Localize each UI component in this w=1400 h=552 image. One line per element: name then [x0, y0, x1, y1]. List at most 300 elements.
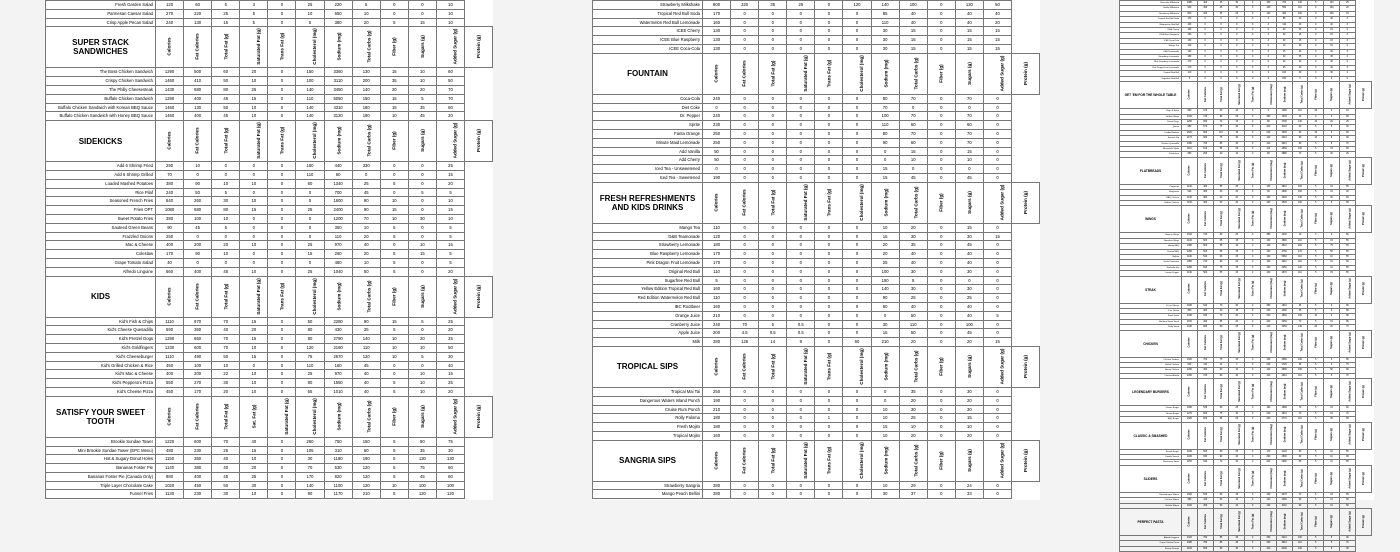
nutrient-value: 15 [955, 147, 983, 156]
nutrient-value: 15 [240, 317, 268, 326]
column-header-label: Trans Fat (g) [1251, 427, 1255, 443]
nutrient-value: 30 [1292, 49, 1308, 54]
nutrient-value: 130 [352, 481, 380, 490]
column-header-label: Saturated Fat (g) [803, 184, 809, 221]
nutrient-value: 10 [899, 423, 927, 432]
nutrient-value: 510 [1197, 146, 1213, 151]
nutrient-value: 0 [759, 258, 787, 267]
nutrient-value: 0 [703, 103, 731, 112]
column-header-label: Sodium (mg) [1283, 470, 1287, 486]
nutrient-value: 75 [1213, 125, 1229, 130]
nutrient-value: 45 [352, 361, 380, 370]
nutrient-value: 0 [1197, 44, 1213, 49]
table-row [593, 44, 1040, 53]
nutrient-value: 0 [759, 18, 787, 27]
column-header [1260, 379, 1276, 406]
nutrient-value: 1290 [156, 94, 184, 103]
item-name: Sugarfree Red Bull [593, 276, 703, 285]
item-name: Chicken Quesadilla [1120, 141, 1182, 146]
nutrient-value: 70 [731, 320, 759, 329]
nutrient-value: 10 [436, 214, 464, 223]
nutrient-value: 130 [1260, 238, 1276, 243]
nutrient-value: 0 [927, 121, 955, 130]
column-header [1213, 465, 1229, 492]
column-header [240, 276, 268, 317]
nutrient-value: 10 [380, 112, 408, 121]
nutrient-value: 5 [1324, 200, 1340, 205]
column-header-label: Fiber (g) [391, 37, 397, 57]
nutrient-value: 0 [212, 258, 240, 267]
column-header [1182, 157, 1198, 184]
nutrient-value: 5 [1308, 303, 1324, 308]
nutrient-value: 0 [787, 232, 815, 241]
item-name: Philly Steak [1120, 325, 1182, 330]
nutrient-value: 20 [1229, 190, 1245, 195]
column-header [1245, 276, 1261, 303]
item-name: Fanta Orange [593, 129, 703, 138]
column-header-label: Trans Fat (g) [1251, 281, 1255, 297]
column-header [731, 182, 759, 223]
nutrient-value: 0 [1308, 76, 1324, 81]
nutrient-value: 70 [1339, 325, 1355, 330]
nutrient-value: 60 [352, 446, 380, 455]
nutrient-value: 0 [983, 94, 1011, 103]
column-header-label: Saturated Fat (g) [1238, 381, 1242, 402]
nutrient-value: 800 [703, 1, 731, 10]
column-header [1012, 182, 1040, 223]
column-header-label: Sugars (g) [1330, 428, 1334, 442]
item-name: Triple Layer Chocolate Cake [46, 481, 156, 490]
column-header [731, 53, 759, 94]
nutrient-value: 5 [983, 311, 1011, 320]
nutrient-value: 0 [927, 9, 955, 18]
nutrient-value: 0 [1213, 22, 1229, 27]
nutrient-value: 0 [927, 329, 955, 338]
nutrient-value: 110 [1197, 363, 1213, 368]
column-header-label: Fiber (g) [1314, 472, 1318, 484]
nutrient-value: 3110 [1276, 503, 1292, 508]
column-header-label: Trans Fat (g) [1251, 383, 1255, 400]
nutrient-value: 550 [156, 379, 184, 388]
nutrient-value: 0 [731, 431, 759, 440]
nutrient-value: 0 [380, 370, 408, 379]
nutrient-value: 40 [1339, 190, 1355, 195]
nutrient-value: 2160 [324, 343, 352, 352]
item-name: Original Red Bull [593, 267, 703, 276]
nutrient-value: 270 [156, 9, 184, 18]
nutrient-value: 20 [1339, 6, 1355, 11]
nutrient-value: 40 [1213, 190, 1229, 195]
nutrient-value: 250 [156, 232, 184, 241]
nutrient-value: 55 [296, 387, 324, 396]
column-header [1245, 465, 1261, 492]
nutrient-value: 75 [436, 437, 464, 446]
nutrient-value: 20 [1292, 44, 1308, 49]
item-name: Double Smash [1120, 454, 1182, 459]
column-header-label: Added Sugar (g) [1348, 511, 1352, 532]
column-header-label: Trans Fat (g) [279, 126, 285, 155]
column-header [899, 53, 927, 94]
nutrient-value: 120 [436, 490, 464, 499]
nutrient-value: 130 [184, 18, 212, 27]
nutrient-value: 35 [899, 241, 927, 250]
nutrient-value: 0 [955, 165, 983, 174]
item-name: Queso [1120, 125, 1182, 130]
nutrient-value: 5 [1308, 141, 1324, 146]
nutrient-value: 0 [815, 223, 843, 232]
column-header-label: Fiber (g) [1314, 283, 1318, 295]
nutrient-value: 0 [787, 431, 815, 440]
nutrient-value: 35 [408, 103, 436, 112]
nutrient-value: 5 [1308, 460, 1324, 465]
nutrient-value: 1450 [1182, 373, 1198, 378]
nutrient-value: 0 [927, 258, 955, 267]
nutrient-value: 70 [436, 85, 464, 94]
nutrient-value: 30 [1213, 152, 1229, 157]
nutrient-value: 0 [731, 302, 759, 311]
nutrient-value: 0 [843, 147, 871, 156]
nutrient-value: 0 [1245, 119, 1261, 124]
nutrient-value: 15 [1229, 249, 1245, 254]
nutrient-value: 5 [296, 197, 324, 206]
nutrient-value: 130 [703, 36, 731, 45]
table-row [46, 223, 493, 232]
nutrient-value: 20 [212, 387, 240, 396]
item-name: Bananas Foster Pie [46, 464, 156, 473]
column-header-label: Total Carbs (g) [1300, 209, 1304, 228]
column-header-label: Saturated Fat (g) [1238, 332, 1242, 354]
nutrient-value: 10 [352, 223, 380, 232]
nutrient-value: 980 [1182, 125, 1198, 130]
table-row [46, 352, 493, 361]
table-row [46, 188, 493, 197]
nutrient-value: 170 [184, 387, 212, 396]
nutrient-value: 150 [1292, 368, 1308, 373]
nutrient-value: 0 [983, 258, 1011, 267]
nutrient-value: 160 [1260, 6, 1276, 11]
column-header-label: Total Fat (g) [1219, 470, 1223, 486]
nutrient-value: 0 [843, 258, 871, 267]
nutrient-value: 22 [212, 370, 240, 379]
nutrient-value: 0 [408, 197, 436, 206]
table-row [593, 258, 1040, 267]
nutrient-value: 0 [983, 121, 1011, 130]
column-header-label: Protein (g) [1361, 385, 1365, 399]
nutrient-value: 380 [1260, 233, 1276, 238]
nutrient-value: 0 [268, 361, 296, 370]
column-header [1292, 276, 1308, 303]
nutrient-value: 20 [871, 250, 899, 259]
nutrient-value: 0 [815, 129, 843, 138]
nutrient-value: 100 [1292, 546, 1308, 551]
nutrient-value: 20 [1308, 325, 1324, 330]
nutrient-value: 0 [1339, 55, 1355, 60]
column-header-label: Fat Calories [195, 403, 201, 430]
nutrient-value: 10 [240, 77, 268, 86]
nutrient-value: 70 [955, 112, 983, 121]
nutrient-value: 25 [352, 179, 380, 188]
nutrient-value: 10 [436, 197, 464, 206]
column-header-label: Sodium (mg) [1283, 335, 1287, 351]
nutrient-value: 0 [1229, 38, 1245, 43]
nutrient-value: 5 [380, 223, 408, 232]
nutrient-value: 290 [156, 162, 184, 171]
column-header [927, 182, 955, 223]
nutrient-value: 0 [787, 267, 815, 276]
nutrient-value: 1140 [1182, 184, 1198, 189]
nutrient-value: 0 [731, 311, 759, 320]
column-header [1260, 276, 1276, 303]
nutrient-value: 25 [899, 414, 927, 423]
nutrient-value: 0 [787, 18, 815, 27]
column-header [759, 440, 787, 481]
nutrient-value: 25 [1229, 11, 1245, 16]
nutrient-value: 190 [703, 173, 731, 182]
nutrient-value: 0 [983, 103, 1011, 112]
nutrient-value: 5 [212, 188, 240, 197]
item-name: ICEE Blue Raspberry [593, 36, 703, 45]
nutrient-value: 20 [983, 18, 1011, 27]
nutrient-value: 0 [983, 173, 1011, 182]
nutrient-value: 25 [1229, 114, 1245, 119]
nutrient-value: 0 [1245, 454, 1261, 459]
nutrient-value: 10 [1324, 406, 1340, 411]
nutrient-value: 180 [352, 103, 380, 112]
nutrient-value: 20 [408, 335, 436, 344]
nutrient-value: 0 [815, 165, 843, 174]
nutrient-value: 0 [1245, 195, 1261, 200]
column-header [1355, 379, 1371, 406]
nutrient-value: 90 [184, 250, 212, 259]
nutrient-value: 70 [1292, 152, 1308, 157]
nutrient-value: 15 [380, 103, 408, 112]
nutrient-value: 150 [352, 94, 380, 103]
nutrient-value: 0 [731, 165, 759, 174]
column-header [1292, 508, 1308, 535]
nutrient-value: 35 [1324, 417, 1340, 422]
column-header-label: Sodium (mg) [1283, 86, 1287, 103]
nutrient-value: 690 [1197, 265, 1213, 270]
item-name: Add 6 Shrimp Grilled [46, 170, 156, 179]
nutrient-value: 70 [1292, 406, 1308, 411]
nutrient-value: 0 [1260, 28, 1276, 33]
nutrient-value: 45 [955, 173, 983, 182]
nutrient-value: 20 [1229, 260, 1245, 265]
column-header [1197, 508, 1213, 535]
item-name: Kid's Pepperoni Pizza [46, 379, 156, 388]
column-header-label: Protein (g) [1023, 448, 1029, 472]
column-header [1324, 276, 1340, 303]
nutrient-value: 650 [324, 9, 352, 18]
table-row [46, 170, 493, 179]
table-row [1120, 546, 1372, 551]
nutrient-value: 70 [352, 214, 380, 223]
nutrient-value: 0 [1260, 17, 1276, 22]
nutrient-value: 100 [436, 481, 464, 490]
nutrient-value: 60 [899, 121, 927, 130]
nutrient-value: 0 [268, 241, 296, 250]
nutrient-value: 5 [1324, 535, 1340, 540]
nutrient-value: 160 [1260, 492, 1276, 497]
nutrient-value: 5 [1324, 541, 1340, 546]
column-header [296, 276, 324, 317]
nutrient-value: 60 [1339, 260, 1355, 265]
nutrient-value: 90 [352, 206, 380, 215]
nutrient-value: 0 [843, 329, 871, 338]
nutrient-value: 130 [703, 44, 731, 53]
column-header-label: Fiber (g) [1314, 516, 1318, 527]
column-header-label: Trans Fat (g) [826, 188, 832, 217]
nutrient-value: 0 [815, 232, 843, 241]
column-header-label: Saturated Fat (g) [1238, 208, 1242, 229]
nutrient-value: 10 [1308, 314, 1324, 319]
column-header [1213, 82, 1229, 109]
nutrient-value: 110 [1260, 146, 1276, 151]
nutrient-value: 0 [759, 414, 787, 423]
nutrient-value: 25 [240, 85, 268, 94]
section-header-row [1120, 422, 1372, 449]
column-header-label: Sugars (g) [419, 404, 425, 428]
nutrient-value: 10 [296, 9, 324, 18]
nutrient-value: 40 [1213, 109, 1229, 114]
item-name: Cruise Rum Punch [593, 405, 703, 414]
nutrient-value: 20 [436, 267, 464, 276]
column-header-label: Calories [714, 193, 720, 212]
column-header [1276, 276, 1292, 303]
nutrient-value: 0 [843, 112, 871, 121]
nutrient-value: 5 [436, 188, 464, 197]
table-row [593, 241, 1040, 250]
nutrient-value: 25 [436, 379, 464, 388]
nutrient-value: 2610 [1276, 373, 1292, 378]
nutrient-value: 15 [871, 173, 899, 182]
nutrient-value: 0 [731, 481, 759, 490]
nutrient-value: 100 [296, 77, 324, 86]
nutrient-value: 15 [1324, 146, 1340, 151]
nutrient-value: 10 [1339, 109, 1355, 114]
nutrient-value: 15 [380, 206, 408, 215]
nutrient-value: 110 [296, 361, 324, 370]
nutrient-value: 0 [268, 68, 296, 77]
column-header [408, 27, 436, 68]
nutrient-value: 1020 [156, 481, 184, 490]
column-header-label: Protein (g) [1023, 355, 1029, 378]
nutrient-value: 200 [1260, 460, 1276, 465]
nutrient-value: 10 [380, 343, 408, 352]
nutrient-value: 5 [1308, 368, 1324, 373]
nutrient-value: 100 [1276, 71, 1292, 76]
table-row [46, 370, 493, 379]
nutrient-value: 10 [1324, 190, 1340, 195]
nutrient-value: 370 [1197, 109, 1213, 114]
nutrient-value: 0 [1260, 22, 1276, 27]
column-header-label: Cholesterol (mg) [312, 277, 318, 315]
nutrient-value: 40 [1292, 60, 1308, 65]
nutrient-value: 40 [352, 379, 380, 388]
nutrient-value: 380 [324, 18, 352, 27]
column-header-label: Sodium (mg) [1283, 513, 1287, 530]
nutrient-value: 200 [352, 77, 380, 86]
column-header-label: Sodium (mg) [1283, 426, 1287, 443]
nutrient-value: 0 [1197, 65, 1213, 70]
nutrient-value: 0 [1229, 28, 1245, 33]
nutrient-value: 15 [1324, 260, 1340, 265]
nutrient-value: 0 [787, 223, 815, 232]
nutrient-value: 70 [899, 129, 927, 138]
nutrient-value: 60 [296, 179, 324, 188]
column-header-label: Sugars (g) [1330, 514, 1334, 528]
nutrient-value: 100 [1292, 190, 1308, 195]
nutrient-value: 0 [380, 241, 408, 250]
nutrient-value: 110 [1276, 22, 1292, 27]
nutrient-value: 100 [1324, 6, 1340, 11]
column-header-label: Protein (g) [1361, 336, 1365, 350]
nutrient-value: 0 [787, 414, 815, 423]
nutrient-value: 0 [787, 396, 815, 405]
nutrient-value: 0 [787, 121, 815, 130]
column-header-label: Trans Fat (g) [1251, 513, 1255, 530]
item-name: Yellow Edition Tropical Red Bull [593, 285, 703, 294]
column-header [843, 182, 871, 223]
nutrient-value: 1130 [1182, 195, 1198, 200]
column-header-label: Fat Calories [1203, 211, 1207, 227]
nutrient-value: 360 [184, 326, 212, 335]
nutrient-value: 140 [296, 112, 324, 121]
column-header [1182, 465, 1198, 492]
section-header-row [1120, 206, 1372, 233]
nutrient-value: 0.5 [787, 329, 815, 338]
column-header-label: Sugars (g) [966, 355, 972, 378]
nutrient-value: 10 [1324, 184, 1340, 189]
column-header-label: Cholesterol (mg) [859, 55, 865, 92]
column-header-label: Calories [714, 64, 720, 83]
nutrient-value: 0 [268, 85, 296, 94]
column-header-label: Saturated Fat (g) [256, 28, 262, 66]
column-header-label: Fat Calories [1203, 470, 1207, 486]
nutrient-value: 40 [240, 437, 268, 446]
column-header-label: Cholesterol (mg) [312, 398, 318, 435]
column-header [184, 121, 212, 162]
nutrient-value: 30 [212, 197, 240, 206]
nutrient-value: 130 [1260, 265, 1276, 270]
nutrient-value: 50 [436, 343, 464, 352]
column-header [1229, 422, 1245, 449]
nutrient-value: 0 [296, 258, 324, 267]
column-header-label: Fiber (g) [391, 131, 397, 150]
column-header [1292, 82, 1308, 109]
nutrient-value: 0 [731, 285, 759, 294]
nutrient-value: 0 [1308, 71, 1324, 76]
item-name: Add Vanilla [593, 147, 703, 156]
nutrient-value: 25 [899, 294, 927, 303]
nutrient-value: 0 [1339, 17, 1355, 22]
table-row [46, 437, 493, 446]
nutrient-value: 50 [212, 77, 240, 86]
nutrient-value: 0 [268, 335, 296, 344]
column-header-label: Fiber (g) [938, 64, 944, 83]
nutrient-value: 500 [1197, 238, 1213, 243]
column-header [955, 53, 983, 94]
nutrient-value: 0 [815, 36, 843, 45]
nutrient-value: 10 [240, 370, 268, 379]
nutrient-value: 0 [731, 223, 759, 232]
nutrient-value: 5 [380, 464, 408, 473]
section-header-row [1120, 157, 1372, 184]
nutrient-value: 0 [983, 112, 1011, 121]
nutrient-value: 0 [815, 320, 843, 329]
nutrient-value: 0 [843, 138, 871, 147]
column-header-label: Sodium (mg) [336, 402, 342, 431]
